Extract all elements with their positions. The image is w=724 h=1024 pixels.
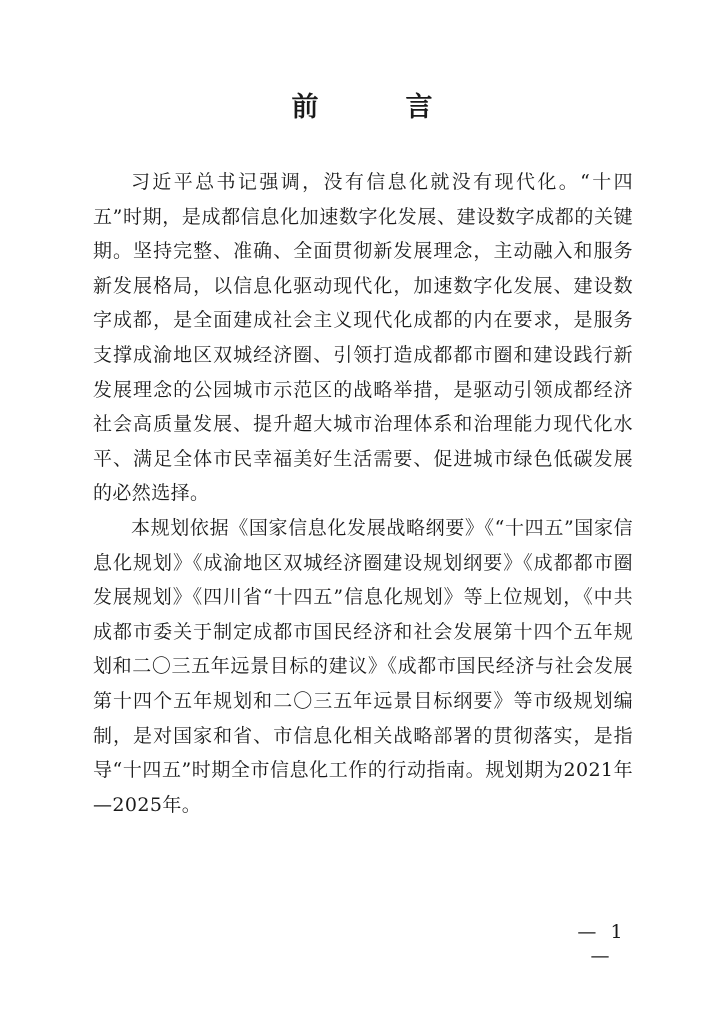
page-title: 前 言: [291, 92, 463, 123]
page-number: — 1 —: [577, 921, 627, 967]
body-text: [93, 165, 633, 822]
paragraph-2: 本规划依据《国家信息化发展战略纲要》《“十四五”国家信息化规划》《成渝地区双城经济圈建设规划纲要》《成都都市圈发展规划》《四川省“十四五”信息化规划》等上位规划，《中共成都市委关于制定成都市国民经济和社会发展第十四个五年规划和二〇三五年远景目标的建议》《成都市国民经济与社会发展第十四个五年规划和二〇三五年远景目标纲要》等市级规划编制，是对国家和省、市信息化相关战略部署的贯彻落实，是指导“十四五”时期全市信息化工作的行动指南。规划期为2021年—2025年。: [93, 516, 633, 816]
paragraph-1: 习近平总书记强调，没有信息化就没有现代化。“十四五”时期，是成都信息化加速数字化发展、建设数字成都的关键期。坚持完整、准确、全面贯彻新发展理念，主动融入和服务新发展格局，以信息化驱动现代化，加速数字化发展、建设数字成都，是全面建成社会主义现代化成都的内在要求，是服务支撑成渝地区双城经济圈、引领打造成都都市圈和建设践行新发展理念的公园城市示范区的战略举措，是驱动引领成都经济社会高质量发展、提升超大城市治理体系和治理能力现代化水平、满足全体市民幸福美好生活需要、促进城市绿色低碳发展的必然选择。: [93, 171, 633, 505]
